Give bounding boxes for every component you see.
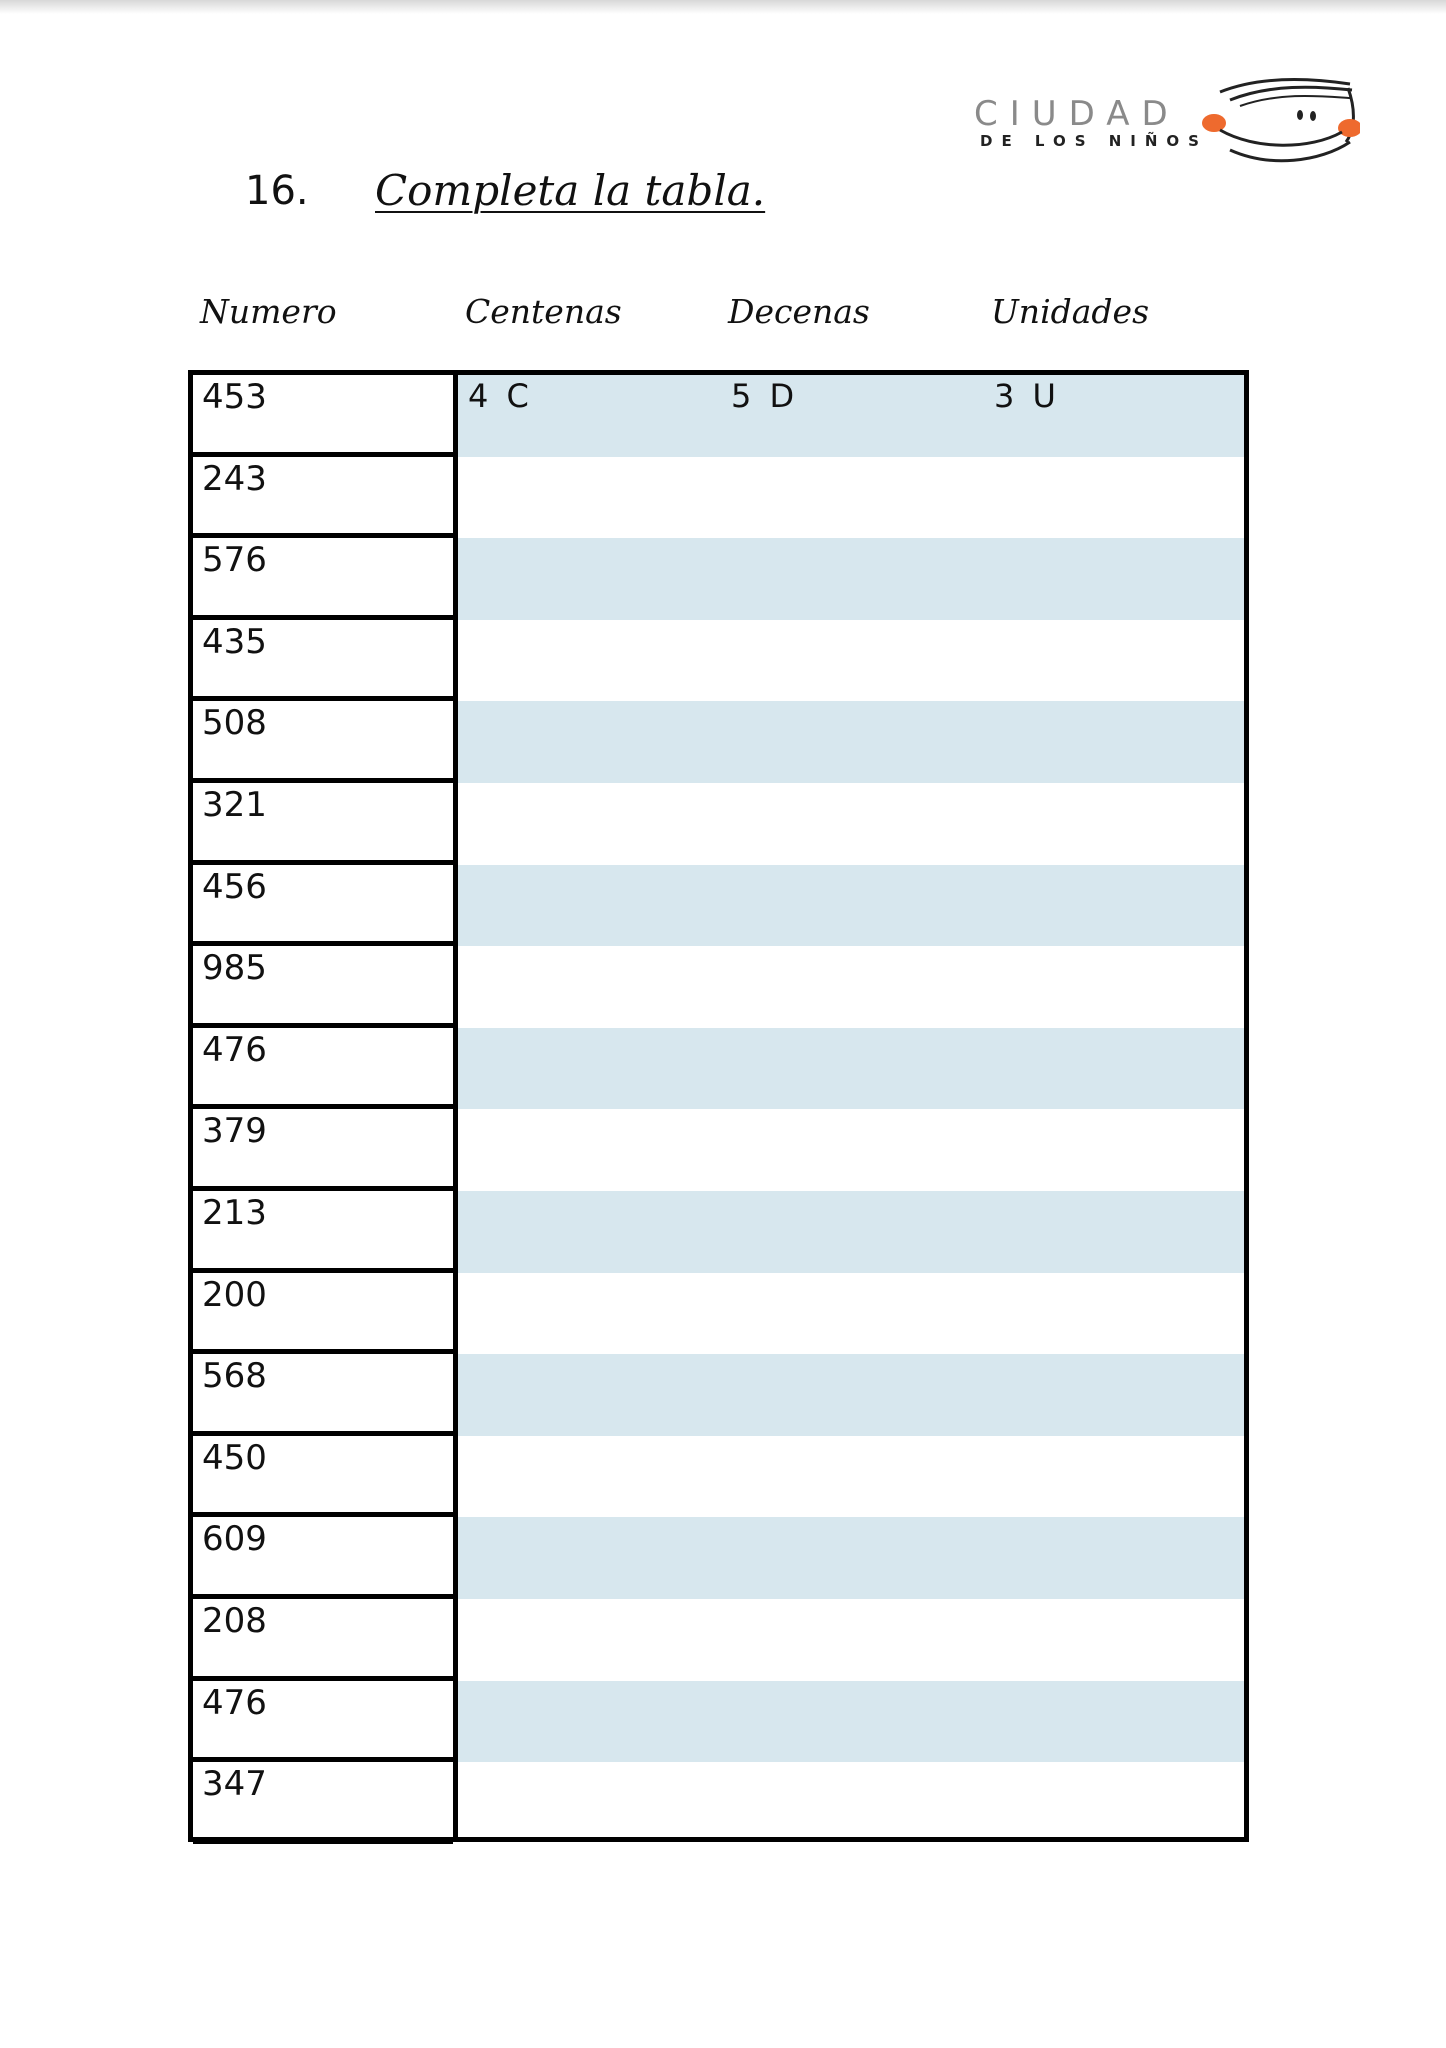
table-row — [193, 375, 1244, 457]
numero-value: 379 — [202, 1111, 267, 1152]
numero-cell — [193, 1273, 453, 1355]
numero-cell — [193, 1436, 453, 1518]
table-row — [193, 1517, 1244, 1599]
table-row — [193, 1762, 1244, 1844]
numero-value: 985 — [202, 948, 267, 989]
table-row — [193, 620, 1244, 702]
answer-area[interactable] — [458, 457, 1244, 539]
numero-cell — [193, 620, 453, 702]
header-decenas: Decenas — [728, 292, 870, 331]
decenas-cell[interactable]: 5 D — [731, 377, 799, 415]
place-value-table — [188, 370, 1249, 1842]
answer-area[interactable] — [458, 865, 1244, 947]
answer-area[interactable] — [458, 1354, 1244, 1436]
answer-area[interactable] — [458, 1762, 1244, 1844]
answer-area[interactable] — [458, 538, 1244, 620]
numero-value: 476 — [202, 1029, 267, 1070]
page-top-shadow — [0, 0, 1446, 14]
numero-value: 243 — [202, 458, 267, 499]
numero-value: 609 — [202, 1519, 267, 1560]
numero-value: 321 — [202, 785, 267, 825]
table-row — [193, 1109, 1244, 1191]
numero-cell — [193, 701, 453, 783]
numero-value: 213 — [202, 1193, 267, 1233]
table-row — [193, 865, 1244, 947]
numero-value: 576 — [202, 540, 267, 581]
numero-cell — [193, 1109, 453, 1191]
numero-cell — [193, 1517, 453, 1599]
answer-area[interactable] — [458, 375, 1244, 457]
logo-word: CIUDAD — [974, 94, 1180, 134]
table-row — [193, 1191, 1244, 1273]
numero-value: 456 — [202, 866, 267, 907]
numero-value: 508 — [202, 703, 267, 744]
numero-value: 208 — [202, 1601, 267, 1641]
numero-cell — [193, 1599, 453, 1681]
numero-value: 200 — [202, 1274, 267, 1315]
exercise-number: 16. — [245, 168, 309, 214]
numero-value: 453 — [202, 377, 267, 417]
exercise-title: Completa la tabla. — [375, 166, 766, 215]
table-row — [193, 701, 1244, 783]
unidades-cell[interactable]: 3 U — [994, 377, 1060, 415]
table-row — [193, 1273, 1244, 1355]
answer-area[interactable] — [458, 1273, 1244, 1355]
table-row — [193, 457, 1244, 539]
centenas-cell[interactable]: 4 C — [468, 377, 533, 415]
numero-cell — [193, 375, 453, 457]
column-divider — [453, 375, 458, 1837]
answer-area[interactable] — [458, 620, 1244, 702]
table-row — [193, 783, 1244, 865]
logo-subtitle: DE LOS NIÑOS — [980, 132, 1208, 150]
numero-cell — [193, 1028, 453, 1110]
smiling-face-icon — [1200, 70, 1360, 170]
table-row — [193, 946, 1244, 1028]
table-row — [193, 1354, 1244, 1436]
numero-cell — [193, 1354, 453, 1436]
numero-value: 435 — [202, 621, 267, 662]
table-row — [193, 1599, 1244, 1681]
answer-area[interactable] — [458, 946, 1244, 1028]
logo-ciudad-de-los-ninos — [970, 70, 1360, 170]
numero-value: 450 — [202, 1437, 267, 1478]
answer-area[interactable] — [458, 1109, 1244, 1191]
answer-area[interactable] — [458, 701, 1244, 783]
numero-value: 347 — [202, 1764, 267, 1805]
numero-cell — [193, 946, 453, 1028]
numero-cell — [193, 1191, 453, 1273]
numero-cell — [193, 1762, 453, 1844]
table-row — [193, 1436, 1244, 1518]
answer-area[interactable] — [458, 1028, 1244, 1110]
answer-area[interactable] — [458, 1599, 1244, 1681]
answer-area[interactable] — [458, 1681, 1244, 1763]
answer-area[interactable] — [458, 1191, 1244, 1273]
header-numero: Numero — [200, 292, 337, 331]
answer-area[interactable] — [458, 1436, 1244, 1518]
answer-area[interactable] — [458, 783, 1244, 865]
table-row — [193, 1681, 1244, 1763]
numero-cell — [193, 1681, 453, 1763]
table-row — [193, 538, 1244, 620]
header-centenas: Centenas — [465, 292, 622, 331]
answer-area[interactable] — [458, 1517, 1244, 1599]
numero-cell — [193, 783, 453, 865]
header-unidades: Unidades — [991, 292, 1150, 331]
numero-value: 476 — [202, 1682, 267, 1723]
numero-value: 568 — [202, 1356, 267, 1397]
table-row — [193, 1028, 1244, 1110]
numero-cell — [193, 865, 453, 947]
numero-cell — [193, 538, 453, 620]
numero-cell — [193, 457, 453, 539]
